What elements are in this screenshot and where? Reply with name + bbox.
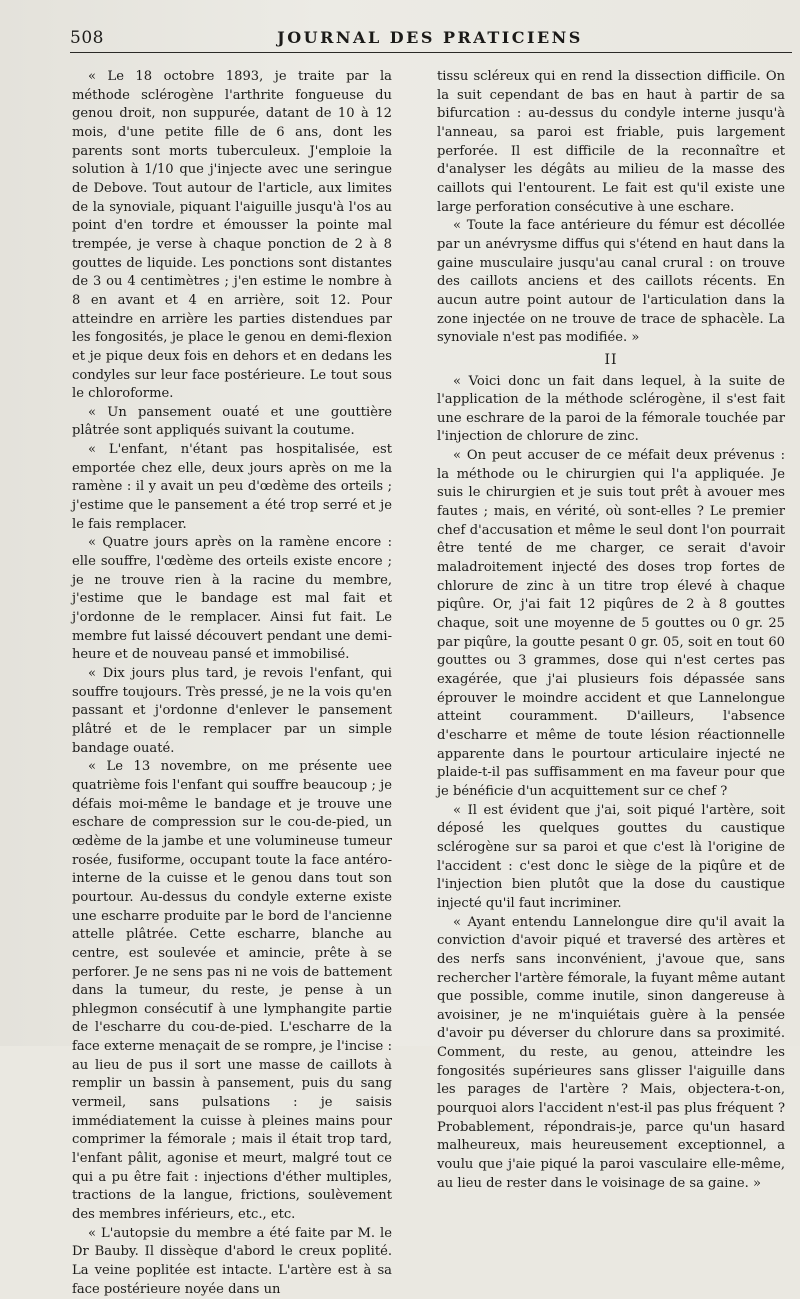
right-column xyxy=(437,68,785,1193)
paragraph-continued: tissu scléreux qui en rend la dissection difficile. On la suit cependant de bas en haut à partir de sa bifurcation : au-dessus du condyle interne jusqu'à l'anneau, sa paroi est friable, puis largement perforée. Il est difficile de la reconnaître et d'analyser les dégâts au milieu de la masse des caillots qui l'entourent. Le fait est qu'il existe une large perforation consécutive à une eschare. xyxy=(437,69,785,215)
paragraph: « Voici donc un fait dans lequel, à la suite de l'application de la méthode sclérogène, il s'est fait une eschrare de la paroi de la fémorale touchée par l'injection de chlorure de zinc. xyxy=(437,373,785,445)
paragraph: « Le 18 octobre 1893, je traite par la méthode sclérogène l'arthrite fongueuse du genou droit, non suppurée, datant de 10 à 12 mois, d'une petite fille de 6 ans, dont les parents sont morts tuberculeux. J'emploie la solution à 1/10 que j'injecte avec une seringue de Debove. Tout autour de l'article, aux limites de la synoviale, piquant l'aiguille jusqu'à l'os au point d'en tordre et émousser la pointe mal trempée, je verse à chaque ponction de 2 à 8 gouttes de liquide. Les ponctions sont distantes de 3 ou 4 centimètres ; j'en estime le nombre à 8 en avant et 4 en arrière, soit 12. Pour atteindre en arrière les parties distendues par les fongosités, je place le genou en demi-flexion et je pique deux fois en dehors et en dedans les condyles sur leur face postérieure. Le tout sous le chloroforme. xyxy=(72,69,392,402)
page-header xyxy=(70,28,790,52)
journal-title: JOURNAL DES PRATICIENS xyxy=(277,28,583,47)
paragraph: « L'enfant, n'étant pas hospitalisée, est emportée chez elle, deux jours après on me la ramène : il y avait un peu d'œdème des orteils ; j'estime que le pansement a été trop serré et je le fais remplacer. xyxy=(72,442,392,532)
header-rule xyxy=(70,52,792,53)
paragraph: « Le 13 novembre, on me présente uee quatrième fois l'enfant qui souffre beaucoup ; je défais moi-même le bandage et je trouve une eschare de compression sur le cou-de-pied, un œdème de la jambe et une volumineuse tumeur rosée, fusiforme, occupant toute la face antéro-interne de la cuisse et le genou dans tout son pourtour. Au-dessus du condyle externe existe une escharre produite par le bord de l'ancienne attelle plâtrée. Cette escharre, blanche au centre, est soulevée et amincie, prête à se perforer. Je ne sens pas ni ne vois de battement dans la tumeur, du reste, je pense à un phlegmon consécutif à une lymphangite partie de l'escharre du cou-de-pied. L'escharre de la face externe menaçait de se rompre, je l'incise : au lieu de pus il sort une masse de caillots à remplir un bassin à pansement, puis du sang vermeil, sans pulsations : je saisis immédiatement la cuisse à pleines mains pour comprimer la fémorale ; mais il était trop tard, l'enfant pâlit, agonise et meurt, malgré tout ce qui a pu être fait : injections d'éther multiples, tractions de la langue, frictions, soulèvement des membres inférieurs, etc., etc. xyxy=(72,759,392,1223)
left-column xyxy=(72,68,392,1299)
paragraph: « Ayant entendu Lannelongue dire qu'il avait la conviction d'avoir piqué et traversé des artères et des nerfs sans inconvénient, j'avoue que, sans rechercher l'artère fémorale, la fuyant même autant que possible, comme inutile, sinon dangereuse à avoisiner, je ne m'inquiétais guère à la pensée d'avoir pu déverser du chlorure dans sa proximité. Comment, du reste, au genou, atteindre les fongosités supérieures sans glisser l'aiguille dans les parages de l'artère ? Mais, objectera-t-on, pourquoi alors l'accident n'est-il pas plus fréquent ? Probablement, répondrais-je, parce qu'un hasard malheureux, mais heureusement exceptionnel, a voulu que j'aie piqué la paroi vasculaire elle-même, au lieu de rester dans le voisinage de sa gaine. » xyxy=(437,914,785,1191)
paragraph: « Dix jours plus tard, je revois l'enfant, qui souffre toujours. Très pressé, je ne la vois qu'en passant et j'ordonne d'enlever le pansement plâtré et de le remplacer par un simple bandage ouaté. xyxy=(72,666,392,756)
paragraph: « Quatre jours après on la ramène encore : elle souffre, l'œdème des orteils existe encore ; je ne trouve rien à la racine du membre, j'estime que le bandage est mal fait et j'ordonne de le remplacer. Ainsi fut fait. Le membre fut laissé découvert pendant une demi-heure et de nouveau pansé et immobilisé. xyxy=(72,535,392,663)
section-heading: II xyxy=(604,351,618,368)
paragraph: « L'autopsie du membre a été faite par M. le Dr Bauby. Il dissèque d'abord le creux poplité. La veine poplitée est intacte. L'artère est à sa face postérieure noyée dans un xyxy=(72,1225,392,1297)
paragraph: « Toute la face antérieure du fémur est décollée par un anévrysme diffus qui s'étend en haut dans la gaine musculaire jusqu'au canal crural : on trouve des caillots anciens et des caillots récents. En aucun autre point autour de l'articulation dans la zone injectée on ne trouve de trace de sphacèle. La synoviale n'est pas modifiée. » xyxy=(437,218,785,346)
paragraph: « Un pansement ouaté et une gouttière plâtrée sont appliqués suivant la coutume. xyxy=(72,404,392,439)
paragraph: « Il est évident que j'ai, soit piqué l'artère, soit déposé les quelques gouttes du caustique sclérogène sur sa paroi et que c'est là l'origine de l'accident : c'est donc le siège de la piqûre et de l'injection bien plutôt que la dose du caustique injecté qu'il faut incriminer. xyxy=(437,802,785,911)
paragraph: « On peut accuser de ce méfait deux prévenus : la méthode ou le chirurgien qui l'a appliquée. Je suis le chirurgien et je suis tout prêt à avouer mes fautes ; mais, en vérité, où sont-elles ? Le premier chef d'accusation et même le seul dont l'on pourrait être tenté de me charger, ce serait d'avoir maladroitement injecté des doses trop fortes de chlorure de zinc à un titre trop élevé à chaque piqûre. Or, j'ai fait 12 piqûres de 2 à 8 gouttes chaque, soit une moyenne de 5 gouttes ou 0 gr. 25 par piqûre, la goutte pesant 0 gr. 05, soit en tout 60 gouttes ou 3 grammes, dose qui n'est certes pas exagérée, que j'ai plusieurs fois dépassée sans éprouver le moindre accident et que Lannelongue atteint couramment. D'ailleurs, l'absence d'escharre et même de toute lésion réactionnelle apparente dans le pourtour articulaire injecté ne plaide-t-il pas suffisamment en ma faveur pour que je bénéficie d'un acquittement sur ce chef ? xyxy=(437,448,785,799)
page-number: 508 xyxy=(70,28,104,48)
